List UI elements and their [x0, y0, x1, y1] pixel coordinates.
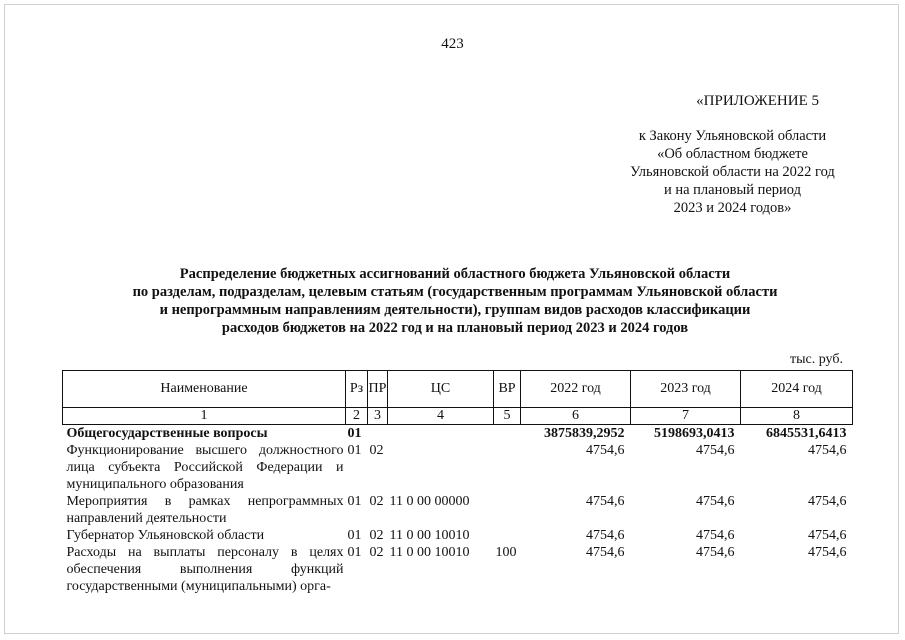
row-2024: 4754,6 — [808, 443, 847, 458]
row-2023: 4754,6 — [696, 494, 735, 509]
row-vr — [494, 527, 521, 544]
appendix-basis — [600, 127, 865, 217]
header-2022: 2022 год — [521, 371, 631, 408]
row-pr — [368, 425, 388, 443]
table-row — [63, 442, 853, 493]
row-name: Функционирование высшего должностного лица субъекта Российской Федерации и муниципального образования — [66, 443, 344, 492]
page-number: 423 — [441, 36, 464, 52]
column-number: 3 — [368, 408, 388, 425]
row-vr — [494, 442, 521, 493]
title-line: расходов бюджетов на 2022 год и на плановый период 2023 и 2024 годов — [221, 320, 689, 336]
basis-line: «Об областном бюджете — [657, 146, 808, 162]
header-cs: ЦС — [388, 371, 494, 408]
row-cs: 11 0 00 10010 — [389, 528, 470, 543]
table-row — [63, 527, 853, 544]
row-name: Мероприятия в рамках непрограммных направлений деятельности — [66, 494, 344, 526]
title-line: и непрограммным направлениям деятельности), группам видов расходов классификации — [159, 302, 751, 318]
row-cs — [388, 442, 494, 493]
row-name: Общегосударственные вопросы — [66, 426, 268, 441]
row-cs: 11 0 00 10010 — [389, 545, 470, 560]
header-rz: Рз — [346, 371, 368, 408]
row-pr: 02 — [369, 545, 384, 560]
title-line: Распределение бюджетных ассигнований областного бюджета Ульяновской области — [179, 266, 731, 282]
column-number: 4 — [388, 408, 494, 425]
row-2022: 4754,6 — [586, 528, 625, 543]
header-vr: ВР — [494, 371, 521, 408]
row-2022: 3875839,2952 — [544, 426, 625, 441]
row-2023: 5198693,0413 — [654, 426, 735, 441]
units-label: тыс. руб. — [790, 352, 843, 367]
row-cs — [388, 425, 494, 443]
row-cs: 11 0 00 00000 — [389, 494, 470, 509]
row-pr: 02 — [369, 528, 384, 543]
column-number-row — [63, 408, 853, 425]
header-2024: 2024 год — [741, 371, 853, 408]
row-2023: 4754,6 — [696, 545, 735, 560]
column-number: 2 — [346, 408, 368, 425]
row-pr: 02 — [369, 443, 384, 458]
basis-line: и на плановый период — [663, 182, 802, 198]
row-2022: 4754,6 — [586, 545, 625, 560]
appendix-title: «ПРИЛОЖЕНИЕ 5 — [696, 93, 819, 109]
title-line: по разделам, подразделам, целевым статьям (государственным программам Ульяновской области — [132, 284, 778, 300]
row-2022: 4754,6 — [586, 443, 625, 458]
table-row — [63, 544, 853, 595]
column-number: 6 — [521, 408, 631, 425]
basis-line: Ульяновской области на 2022 год — [630, 164, 835, 180]
row-name: Губернатор Ульяновской области — [66, 528, 265, 543]
table-row — [63, 493, 853, 527]
row-2023: 4754,6 — [696, 528, 735, 543]
row-pr: 02 — [369, 494, 384, 509]
column-number: 1 — [63, 408, 346, 425]
basis-line: к Закону Ульяновской области — [638, 128, 827, 144]
row-vr — [494, 493, 521, 527]
row-rz: 01 — [347, 426, 362, 441]
row-2024: 4754,6 — [808, 528, 847, 543]
document-title — [60, 265, 850, 337]
table-row — [63, 425, 853, 443]
basis-line: 2023 и 2024 годов» — [673, 200, 792, 216]
budget-table — [62, 370, 853, 595]
row-2024: 4754,6 — [808, 494, 847, 509]
row-2023: 4754,6 — [696, 443, 735, 458]
column-number: 8 — [741, 408, 853, 425]
header-pr: ПР — [368, 371, 388, 408]
row-rz: 01 — [347, 528, 362, 543]
row-vr — [494, 425, 521, 443]
row-name: Расходы на выплаты персоналу в целях обеспечения выполнения функций государственными (муниципальными) орга- — [66, 545, 344, 594]
header-2023: 2023 год — [631, 371, 741, 408]
row-2024: 4754,6 — [808, 545, 847, 560]
row-rz: 01 — [347, 443, 362, 458]
row-vr: 100 — [495, 545, 517, 560]
table-header-row — [63, 371, 853, 408]
header-name: Наименование — [63, 371, 346, 408]
column-number: 5 — [494, 408, 521, 425]
column-number: 7 — [631, 408, 741, 425]
row-2022: 4754,6 — [586, 494, 625, 509]
row-rz: 01 — [347, 494, 362, 509]
row-rz: 01 — [347, 545, 362, 560]
row-2024: 6845531,6413 — [766, 426, 847, 441]
